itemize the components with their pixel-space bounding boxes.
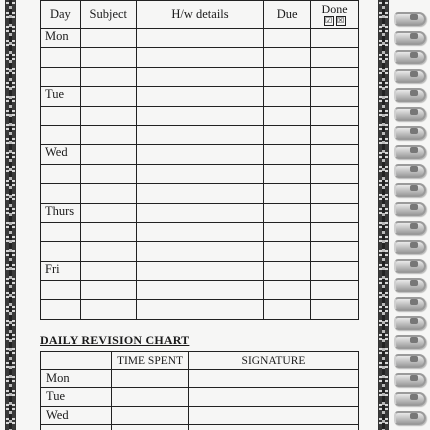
due-cell[interactable] [264, 184, 311, 203]
revision-empty-cell[interactable] [112, 424, 189, 430]
table-row [41, 164, 359, 183]
binding-hole [410, 33, 418, 39]
day-cell[interactable] [41, 48, 81, 67]
due-cell[interactable] [264, 281, 311, 300]
table-row [41, 67, 359, 86]
revision-header-blank [41, 352, 112, 370]
left-decorative-border [5, 0, 16, 430]
binding-hole [410, 14, 418, 20]
details-cell[interactable] [136, 300, 263, 319]
homework-table [40, 0, 359, 320]
revision-header-signature: SIGNATURE [189, 352, 359, 370]
binding-hole [410, 375, 418, 381]
table-row [41, 370, 359, 388]
table-row [41, 424, 359, 430]
binding-hole [410, 261, 418, 267]
day-cell[interactable] [41, 184, 81, 203]
day-label-cell: Tue [41, 87, 81, 106]
header-due: Due [264, 1, 311, 29]
details-cell[interactable] [136, 48, 263, 67]
right-decorative-border [378, 0, 389, 430]
homework-body [41, 29, 359, 320]
done-cell[interactable] [311, 242, 359, 261]
done-cell[interactable] [311, 164, 359, 183]
binding-hole [410, 223, 418, 229]
time-spent-cell[interactable] [112, 406, 189, 424]
details-cell[interactable] [136, 222, 263, 241]
details-cell[interactable] [136, 164, 263, 183]
day-cell[interactable] [41, 106, 81, 125]
details-cell[interactable] [136, 184, 263, 203]
revision-empty-cell[interactable] [41, 424, 112, 430]
done-check-icon: ☑ [324, 15, 333, 25]
day-cell[interactable] [41, 164, 81, 183]
table-row [41, 242, 359, 261]
binding-hole [410, 299, 418, 305]
due-cell[interactable] [264, 300, 311, 319]
header-hw-details: H/w details [136, 1, 263, 29]
subject-cell[interactable] [80, 67, 136, 86]
done-cell[interactable] [311, 87, 359, 106]
details-cell[interactable] [136, 87, 263, 106]
details-cell[interactable] [136, 261, 263, 280]
binding-hole [410, 318, 418, 324]
due-cell[interactable] [264, 106, 311, 125]
table-row [41, 106, 359, 125]
done-cell[interactable] [311, 203, 359, 222]
revision-header-time-spent: TIME SPENT [112, 352, 189, 370]
table-row [41, 261, 359, 280]
binding-hole [410, 109, 418, 115]
done-cell[interactable] [311, 145, 359, 164]
header-done [311, 1, 359, 29]
day-label-cell: Wed [41, 145, 81, 164]
day-cell[interactable] [41, 281, 81, 300]
done-cell[interactable] [311, 300, 359, 319]
binding-hole [410, 147, 418, 153]
day-label-cell: Mon [41, 29, 81, 48]
revision-day-cell: Tue [41, 388, 112, 406]
binding-hole [410, 356, 418, 362]
revision-header-row [41, 352, 359, 370]
details-cell[interactable] [136, 106, 263, 125]
table-row [41, 145, 359, 164]
table-row [41, 281, 359, 300]
due-cell[interactable] [264, 222, 311, 241]
done-cell[interactable] [311, 222, 359, 241]
due-cell[interactable] [264, 261, 311, 280]
day-label-cell: Fri [41, 261, 81, 280]
subject-cell[interactable] [80, 29, 136, 48]
subject-cell[interactable] [80, 164, 136, 183]
header-subject: Subject [80, 1, 136, 29]
signature-cell[interactable] [189, 406, 359, 424]
subject-cell[interactable] [80, 184, 136, 203]
due-cell[interactable] [264, 87, 311, 106]
done-label: Done [321, 1, 348, 16]
subject-cell[interactable] [80, 222, 136, 241]
day-cell[interactable] [41, 222, 81, 241]
binding-hole [410, 128, 418, 134]
subject-cell[interactable] [80, 125, 136, 144]
binding-hole [410, 166, 418, 172]
binding-hole [410, 280, 418, 286]
revision-day-cell: Wed [41, 406, 112, 424]
day-cell[interactable] [41, 67, 81, 86]
binding-hole [410, 71, 418, 77]
details-cell[interactable] [136, 125, 263, 144]
table-row [41, 125, 359, 144]
revision-body [41, 370, 359, 430]
subject-cell[interactable] [80, 48, 136, 67]
subject-cell[interactable] [80, 203, 136, 222]
due-cell[interactable] [264, 145, 311, 164]
binding-hole [410, 204, 418, 210]
day-label-cell: Thurs [41, 203, 81, 222]
table-row [41, 29, 359, 48]
subject-cell[interactable] [80, 106, 136, 125]
done-cell[interactable] [311, 29, 359, 48]
header-day: Day [41, 1, 81, 29]
binding-hole [410, 242, 418, 248]
due-cell[interactable] [264, 48, 311, 67]
table-row [41, 203, 359, 222]
day-cell[interactable] [41, 300, 81, 319]
signature-cell[interactable] [189, 370, 359, 388]
due-cell[interactable] [264, 164, 311, 183]
time-spent-cell[interactable] [112, 370, 189, 388]
revision-table [40, 351, 359, 430]
table-row [41, 222, 359, 241]
details-cell[interactable] [136, 281, 263, 300]
done-cross-icon: ☒ [336, 15, 345, 25]
subject-cell[interactable] [80, 261, 136, 280]
done-cell[interactable] [311, 106, 359, 125]
done-cell[interactable] [311, 184, 359, 203]
details-cell[interactable] [136, 203, 263, 222]
binding-hole [410, 337, 418, 343]
signature-cell[interactable] [189, 388, 359, 406]
details-cell[interactable] [136, 29, 263, 48]
homework-header-row [41, 1, 359, 29]
details-cell[interactable] [136, 242, 263, 261]
binding-hole [410, 90, 418, 96]
done-cell[interactable] [311, 67, 359, 86]
subject-cell[interactable] [80, 281, 136, 300]
due-cell[interactable] [264, 67, 311, 86]
details-cell[interactable] [136, 67, 263, 86]
done-cell[interactable] [311, 281, 359, 300]
done-cell[interactable] [311, 48, 359, 67]
due-cell[interactable] [264, 242, 311, 261]
table-row [41, 388, 359, 406]
subject-cell[interactable] [80, 242, 136, 261]
table-row [41, 184, 359, 203]
binding-hole [410, 394, 418, 400]
time-spent-cell[interactable] [112, 388, 189, 406]
binding-hole [410, 185, 418, 191]
binding-hole [410, 413, 418, 419]
details-cell[interactable] [136, 145, 263, 164]
revision-empty-cell[interactable] [189, 424, 359, 430]
day-cell[interactable] [41, 242, 81, 261]
subject-cell[interactable] [80, 300, 136, 319]
due-cell[interactable] [264, 29, 311, 48]
subject-cell[interactable] [80, 87, 136, 106]
revision-chart-title: DAILY REVISION CHART [40, 333, 190, 347]
table-row [41, 300, 359, 319]
done-cell[interactable] [311, 125, 359, 144]
subject-cell[interactable] [80, 145, 136, 164]
day-cell[interactable] [41, 125, 81, 144]
binding-hole [410, 52, 418, 58]
done-cell[interactable] [311, 261, 359, 280]
due-cell[interactable] [264, 125, 311, 144]
table-row [41, 406, 359, 424]
due-cell[interactable] [264, 203, 311, 222]
table-row [41, 87, 359, 106]
spiral-binding [392, 0, 430, 430]
table-row [41, 48, 359, 67]
revision-day-cell: Mon [41, 370, 112, 388]
